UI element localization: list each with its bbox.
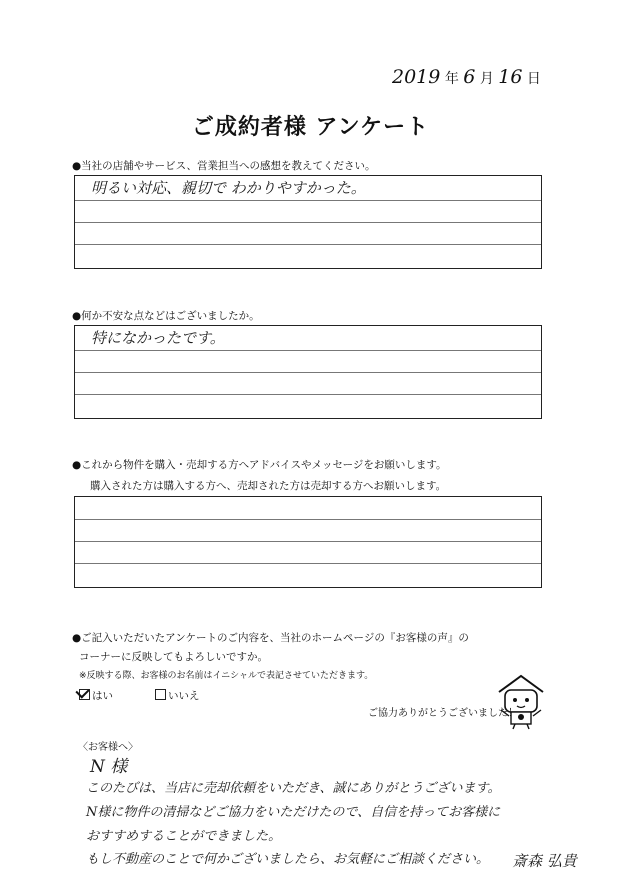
- question-2-answer-box[interactable]: [74, 325, 542, 419]
- question-2-answer: 特になかったです。: [91, 329, 225, 347]
- question-3-subprompt: 購入された方は購入する方へ、売却された方は売却する方へお願いします。: [90, 480, 447, 492]
- consent-yes-option[interactable]: [79, 688, 113, 703]
- checkbox-icon[interactable]: [79, 689, 90, 700]
- company-message-line-4: もし不動産のことで何かございましたら、お気軽にご相談ください。: [86, 852, 490, 867]
- date-month-unit: 月: [479, 71, 494, 87]
- consent-yes-label: はい: [92, 690, 113, 702]
- date-year: 2019: [392, 66, 441, 88]
- question-3-prompt: ●これから物件を購入・売却する方へアドバイスやメッセージをお願いします。: [72, 459, 447, 471]
- company-message-line-1: このたびは、当店に売却依頼をいただき、誠にありがとうございます。: [86, 781, 501, 796]
- survey-date: [392, 66, 541, 88]
- checkbox-icon[interactable]: [155, 689, 166, 700]
- date-day-unit: 日: [526, 71, 541, 87]
- company-message-title: 〈お客様へ〉: [78, 742, 138, 753]
- question-1-answer-box[interactable]: [74, 175, 542, 269]
- question-1-answer: 明るい対応、親切で わかりやすかった。: [91, 179, 366, 197]
- date-year-unit: 年: [444, 71, 459, 87]
- date-day: 16: [498, 66, 523, 88]
- company-message-line-3: おすすめすることができました。: [86, 829, 282, 844]
- question-4-prompt-line1: ●ご記入いただいたアンケートのご内容を、当社のホームページの『お客様の声』の: [72, 632, 469, 644]
- company-message-salutation: N 様: [90, 757, 128, 777]
- company-signature: 斎森 弘貴: [512, 852, 577, 870]
- date-month: 6: [463, 66, 476, 88]
- question-3-answer-box[interactable]: [74, 496, 542, 588]
- question-2-prompt: ●何か不安な点などはございましたか。: [72, 310, 260, 322]
- question-1-prompt: ●当社の店舗やサービス、営業担当への感想を教えてください。: [72, 160, 376, 172]
- mascot-icon: [493, 670, 549, 734]
- page-title: ご成約者様 アンケート: [191, 115, 430, 140]
- consent-no-label: いいえ: [168, 690, 200, 702]
- company-message-line-2: N様に物件の清掃などご協力をいただけたので、自信を持ってお客様に: [86, 805, 501, 820]
- consent-no-option[interactable]: [155, 688, 200, 703]
- question-4-prompt-line2: コーナーに反映してもよろしいですか。: [79, 651, 268, 663]
- thanks-message: ご協力ありがとうございました！: [368, 708, 518, 719]
- question-4-note: ※反映する際、お客様のお名前はイニシャルで表記させていただきます。: [79, 671, 374, 681]
